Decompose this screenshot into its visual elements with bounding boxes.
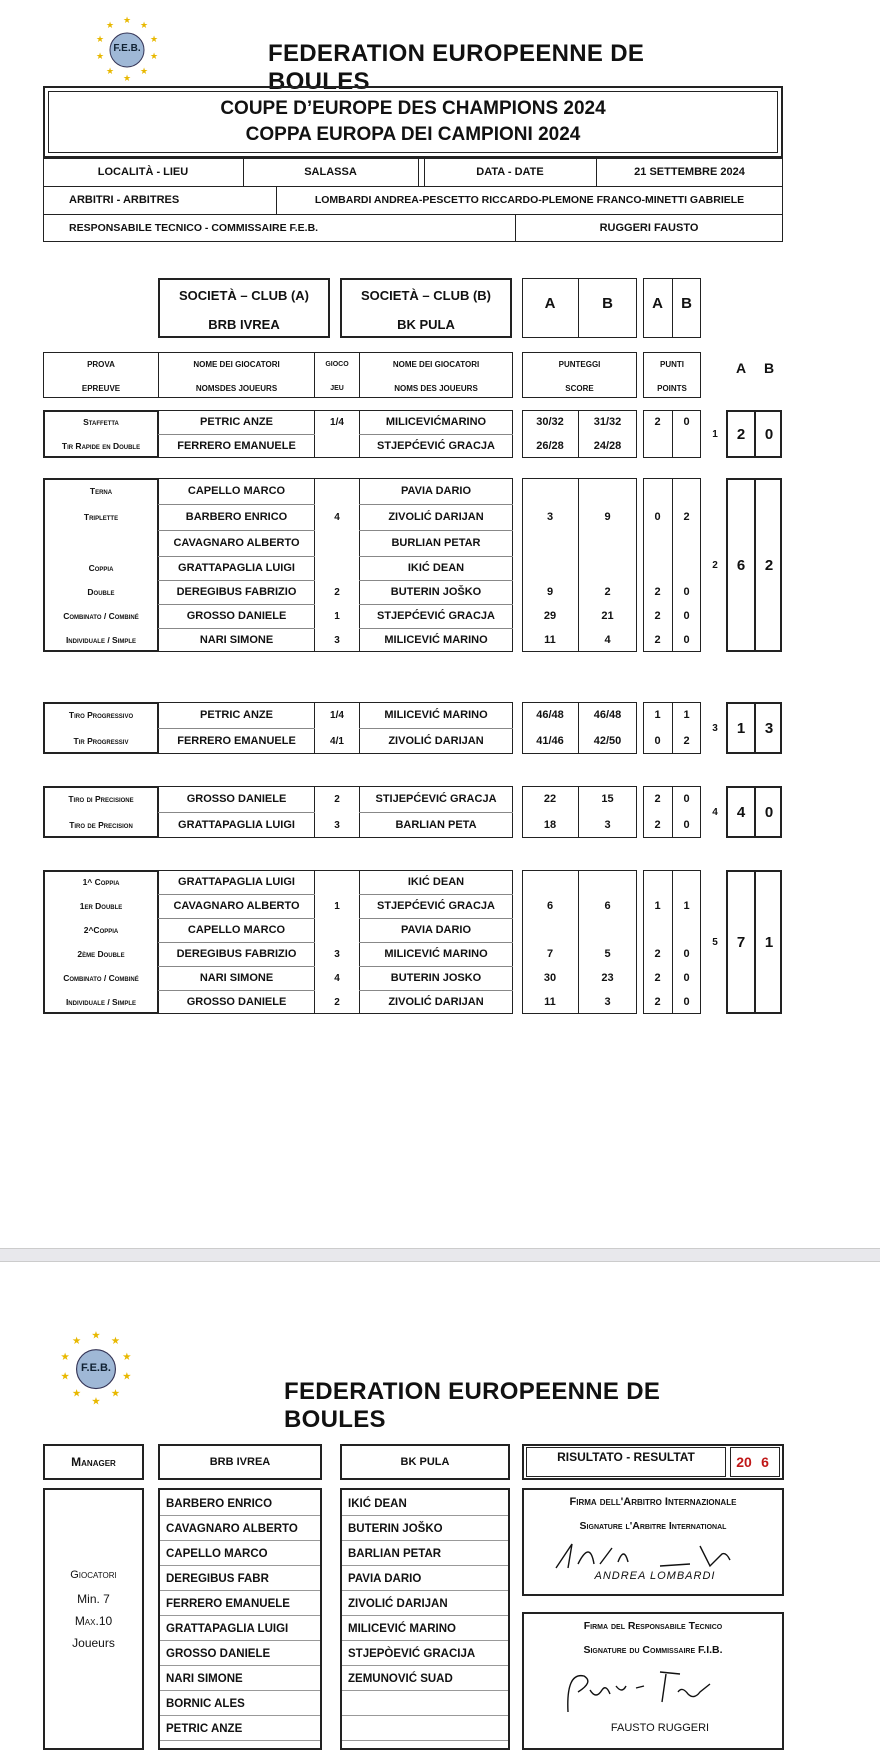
cell-ptb: 0 xyxy=(683,972,690,984)
total-a: 7 xyxy=(736,933,746,951)
svg-text:★: ★ xyxy=(95,51,105,61)
col-gioco: GIOCO xyxy=(325,360,349,368)
cell-sb: 3 xyxy=(604,819,611,831)
cell-gioco: 3 xyxy=(334,948,340,960)
cell-pta: 2 xyxy=(654,793,661,805)
total-a: 6 xyxy=(736,556,746,574)
cell-prova: Individuale / Simple xyxy=(65,997,137,1007)
page-separator xyxy=(0,1248,880,1262)
cell-prova: Triplette xyxy=(83,512,119,522)
cell-pa: GROSSO DANIELE xyxy=(186,610,287,622)
total-head-b: B xyxy=(763,360,775,376)
player-row: NARI SIMONE xyxy=(160,1667,320,1691)
cell-pa: CAPELLO MARCO xyxy=(187,924,286,936)
svg-text:★: ★ xyxy=(122,73,132,83)
cell-sb: 9 xyxy=(604,511,611,523)
cell-ptb xyxy=(672,478,701,504)
players-min: Min. 7 xyxy=(77,1592,110,1606)
tech-value: RUGGERI FAUSTO xyxy=(599,222,699,234)
cell-gioco xyxy=(314,918,360,942)
svg-text:★: ★ xyxy=(149,34,159,44)
cell-pa: PETRIC ANZE xyxy=(200,416,273,428)
cell-pb: STJEPĆEVIĆ GRACJA xyxy=(377,900,495,912)
players-label: Giocatori xyxy=(70,1569,117,1581)
cell-ptb: 0 xyxy=(683,586,690,598)
cell-gioco: 4 xyxy=(334,511,340,523)
cell-pb: ZIVOLIĆ DARIJAN xyxy=(388,511,484,523)
cell-sb: 6 xyxy=(604,900,611,912)
player-row: BARLIAN PETAR xyxy=(342,1542,508,1566)
player-row: BARBERO ENRICO xyxy=(160,1492,320,1516)
cell-sb: 42/50 xyxy=(593,735,622,747)
svg-text:★: ★ xyxy=(149,51,159,61)
svg-text:★: ★ xyxy=(122,1371,132,1383)
title-fr: COUPE D’EUROPE DES CHAMPIONS 2024 xyxy=(220,98,606,119)
cell-prova: 2ème Double xyxy=(77,949,125,959)
player-row: GROSSO DANIELE xyxy=(160,1642,320,1666)
svg-text:★: ★ xyxy=(105,66,115,76)
cell-pb: BUTERIN JOŠKO xyxy=(390,586,482,598)
cell-pa: NARI SIMONE xyxy=(199,972,274,984)
cell-sa: 11 xyxy=(544,996,556,1008)
svg-text:★: ★ xyxy=(122,1352,132,1363)
location-label: LOCALITÀ - LIEU xyxy=(97,166,189,178)
cell-pb: IKIĆ DEAN xyxy=(407,562,465,574)
cell-pta: 2 xyxy=(654,634,661,646)
col-jeu: JEU xyxy=(330,384,344,392)
player-row: ZEMUNOVIĆ SUAD xyxy=(342,1667,508,1691)
logo-text: F.E.B. xyxy=(81,1362,111,1374)
cell-sb xyxy=(578,478,637,504)
cell-pb: PAVIA DARIO xyxy=(400,924,472,936)
cell-sa xyxy=(522,556,578,580)
logo-text: F.E.B. xyxy=(113,43,141,54)
cell-prova: Tir Rapide en Double xyxy=(61,441,141,451)
cell-sa xyxy=(522,918,578,942)
cell-gioco xyxy=(314,530,360,556)
cell-sa xyxy=(522,870,578,894)
sig2-line2: Signature du Commissaire F.I.B. xyxy=(583,1644,723,1656)
cell-gioco: 2 xyxy=(334,996,340,1008)
cell-sa xyxy=(522,478,578,504)
cell-pa: FERRERO EMANUELE xyxy=(177,735,296,747)
section-number: 3 xyxy=(712,722,718,734)
section-number: 4 xyxy=(712,806,718,818)
cell-prova: Individuale / Simple xyxy=(65,635,137,645)
cell-pb: STJEPĆEVIĆ GRACJA xyxy=(377,610,495,622)
cell-sa: 41/46 xyxy=(536,735,564,747)
cell-pb: STJEPĆEVIĆ GRACJA xyxy=(377,440,495,452)
cell-prova: Tiro de Precision xyxy=(69,820,133,830)
club-a-label: SOCIETÀ – CLUB (A) xyxy=(179,287,309,303)
referees-value: LOMBARDI ANDREA-PESCETTO RICCARDO-PLEMONE FRANCO-MINETTI GABRIELE xyxy=(314,194,745,206)
cell-gioco: 4 xyxy=(334,972,340,984)
sig1-line1: Firma dell'Arbitro Internazionale xyxy=(569,1496,737,1508)
points-head-b: B xyxy=(681,294,692,312)
cell-pb: MILICEVIĆ MARINO xyxy=(384,948,488,960)
svg-text:★: ★ xyxy=(71,1336,82,1347)
cell-sb xyxy=(578,556,637,580)
federation-title: FEDERATION EUROPEENNE DE BOULES xyxy=(268,40,645,95)
total-b: 2 xyxy=(764,556,774,574)
players-max: Max.10 xyxy=(74,1614,113,1628)
cell-ptb: 1 xyxy=(683,900,690,912)
cell-prova: Tiro di Precisione xyxy=(68,794,134,804)
cell-sa: 30/32 xyxy=(536,416,564,428)
total-a: 2 xyxy=(736,425,746,443)
result-a: 20 xyxy=(736,1454,752,1470)
total-b: 0 xyxy=(764,425,774,443)
referees-label: ARBITRI - ARBITRES xyxy=(69,194,180,206)
cell-pta: 1 xyxy=(654,900,661,912)
cell-prova: 2^Coppia xyxy=(83,925,119,935)
date-label: DATA - DATE xyxy=(476,166,544,178)
cell-sa: 9 xyxy=(546,586,554,598)
cell-pta: 1 xyxy=(654,709,661,721)
svg-text:★: ★ xyxy=(110,1336,121,1347)
col-nomi-b: NOME DEI GIOCATORI xyxy=(392,359,480,369)
location-value: SALASSA xyxy=(304,166,357,178)
total-a: 4 xyxy=(736,803,746,821)
cell-sb: 46/48 xyxy=(593,709,622,721)
cell-sb: 23 xyxy=(601,972,614,984)
col-prova: PROVA xyxy=(87,359,115,369)
cell-pta xyxy=(643,918,672,942)
cell-pb: MILICEVIĆ MARINO xyxy=(384,634,488,646)
tech-label: RESPONSABILE TECNICO - COMMISSAIRE F.E.B. xyxy=(69,222,319,234)
svg-text:★: ★ xyxy=(91,1330,101,1342)
cell-pb: BARLIAN PETA xyxy=(395,819,477,831)
cell-prova: Tir Progressiv xyxy=(73,736,129,746)
points-head-a: A xyxy=(652,294,663,312)
col-nomi-a: NOME DEI GIOCATORI xyxy=(193,359,280,369)
cell-pta: 2 xyxy=(654,416,661,428)
cell-pa: DEREGIBUS FABRIZIO xyxy=(176,586,297,598)
cell-pb: MILICEVIĆ MARINO xyxy=(384,709,488,721)
cell-pb: STIJEPĆEVIĆ GRACJA xyxy=(375,793,497,805)
cell-pa: NARI SIMONE xyxy=(199,634,274,646)
cell-sb: 21 xyxy=(601,610,614,622)
cell-pb: PAVIA DARIO xyxy=(400,485,472,497)
svg-text:★: ★ xyxy=(122,15,132,25)
svg-text:★: ★ xyxy=(105,20,115,30)
player-row: PETRIC ANZE xyxy=(160,1717,320,1741)
cell-sa: 46/48 xyxy=(536,709,564,721)
cell-pa: DEREGIBUS FABRIZIO xyxy=(176,948,297,960)
sig1-line2: Signature l'Arbitre International xyxy=(579,1520,727,1532)
cell-ptb: 0 xyxy=(683,996,690,1008)
competition-title-box xyxy=(43,86,783,158)
feb-logo-top xyxy=(92,14,162,84)
cell-pta: 2 xyxy=(654,586,661,598)
club-a-name: BRB IVREA xyxy=(208,316,280,332)
cell-pb: BUTERIN JOSKO xyxy=(390,972,482,984)
cell-gioco: 1 xyxy=(334,900,340,912)
score-head-a: A xyxy=(544,294,556,312)
cell-sa: 26/28 xyxy=(536,440,564,452)
cell-pa: BARBERO ENRICO xyxy=(185,511,288,523)
cell-prova: 1er Double xyxy=(79,901,123,911)
total-b: 3 xyxy=(764,719,774,737)
player-row xyxy=(342,1717,508,1741)
section-number: 5 xyxy=(712,936,718,948)
cell-gioco: 1/4 xyxy=(330,416,344,428)
col-punti: PUNTI xyxy=(660,359,684,369)
player-row: PAVIA DARIO xyxy=(342,1567,508,1591)
cell-sb: 24/28 xyxy=(593,440,622,452)
cell-pta: 2 xyxy=(654,948,661,960)
cell-ptb xyxy=(672,530,701,556)
cell-prova: Double xyxy=(87,587,115,597)
cell-gioco: 2 xyxy=(334,586,340,598)
club-b-name: BK PULA xyxy=(397,316,455,332)
cell-pa: FERRERO EMANUELE xyxy=(177,440,296,452)
team-a-name: BRB IVREA xyxy=(209,1456,271,1468)
svg-text:★: ★ xyxy=(139,20,149,30)
cell-ptb xyxy=(672,556,701,580)
player-row: MILICEVIĆ MARINO xyxy=(342,1617,508,1641)
cell-gioco: 2 xyxy=(334,793,340,805)
cell-pa: PETRIC ANZE xyxy=(200,709,273,721)
federation-title-2: FEDERATION EUROPEENNE DE BOULES xyxy=(284,1378,661,1433)
cell-sb xyxy=(578,530,637,556)
col-punteggi: PUNTEGGI xyxy=(558,359,601,369)
svg-text:★: ★ xyxy=(95,34,105,44)
player-row: CAVAGNARO ALBERTO xyxy=(160,1517,320,1541)
cell-pta xyxy=(643,434,672,458)
cell-pta xyxy=(643,478,672,504)
player-row: DEREGIBUS FABR xyxy=(160,1567,320,1591)
svg-text:★: ★ xyxy=(60,1352,70,1363)
cell-prova: Combinato / Combiné xyxy=(63,973,139,983)
cell-ptb xyxy=(672,870,701,894)
manager-label: Manager xyxy=(71,1455,116,1469)
result-label: RISULTATO - RESULTAT xyxy=(557,1450,695,1464)
cell-sb xyxy=(578,918,637,942)
player-row: IKIĆ DEAN xyxy=(342,1492,508,1516)
total-head-a: A xyxy=(735,360,747,376)
cell-pa: GRATTAPAGLIA LUIGI xyxy=(178,819,295,831)
score-head-b: B xyxy=(602,294,613,312)
cell-prova xyxy=(43,530,159,556)
svg-text:★: ★ xyxy=(91,1396,101,1408)
commissioner-signature xyxy=(560,1662,740,1720)
cell-ptb: 2 xyxy=(683,735,690,747)
cell-gioco xyxy=(314,478,360,504)
cell-gioco: 3 xyxy=(334,819,340,831)
cell-prova: Coppia xyxy=(88,563,114,573)
feb-logo-bottom xyxy=(56,1328,132,1408)
title-it: COPPA EUROPA DEI CAMPIONI 2024 xyxy=(245,124,581,145)
cell-sb: 2 xyxy=(604,586,611,598)
player-row: GRATTAPAGLIA LUIGI xyxy=(160,1617,320,1641)
player-row: FERRERO EMANUELE xyxy=(160,1592,320,1616)
player-row: BORNIC ALES xyxy=(160,1692,320,1716)
cell-prova: 1^ Coppia xyxy=(82,877,120,887)
sig2-line1: Firma del Responsabile Tecnico xyxy=(583,1620,723,1632)
cell-pa: CAVAGNARO ALBERTO xyxy=(173,900,300,912)
date-value: 21 SETTEMBRE 2024 xyxy=(634,166,745,178)
col-points: POINTS xyxy=(657,383,687,393)
cell-ptb: 0 xyxy=(683,634,690,646)
cell-gioco xyxy=(314,434,360,458)
cell-sa: 30 xyxy=(543,972,557,984)
cell-sa: 3 xyxy=(546,511,554,523)
cell-pa: GROSSO DANIELE xyxy=(186,793,287,805)
cell-sb: 5 xyxy=(604,948,611,960)
total-b: 0 xyxy=(764,803,774,821)
cell-pta: 0 xyxy=(654,511,661,523)
sig1-name: ANDREA LOMBARDI xyxy=(594,1570,716,1582)
cell-prova: Combinato / Combiné xyxy=(63,611,139,621)
cell-sa: 29 xyxy=(543,610,557,622)
col-epreuve: EPREUVE xyxy=(81,383,121,393)
cell-pta: 2 xyxy=(654,996,661,1008)
cell-gioco xyxy=(314,870,360,894)
cell-gioco: 3 xyxy=(334,634,340,646)
cell-sb: 31/32 xyxy=(593,416,622,428)
sig2-name: FAUSTO RUGGERI xyxy=(610,1722,710,1734)
cell-ptb: 0 xyxy=(683,948,690,960)
svg-text:★: ★ xyxy=(60,1371,70,1383)
cell-prova: Terna xyxy=(89,486,113,496)
cell-sb: 4 xyxy=(604,634,611,646)
cell-pb: ZIVOLIĆ DARIJAN xyxy=(388,996,484,1008)
svg-text:★: ★ xyxy=(71,1388,82,1400)
section-number: 1 xyxy=(712,428,718,440)
svg-text:★: ★ xyxy=(139,66,149,76)
cell-ptb: 0 xyxy=(683,819,690,831)
cell-gioco: 4/1 xyxy=(330,735,344,747)
total-a: 1 xyxy=(736,719,746,737)
col-score: SCORE xyxy=(565,383,594,393)
cell-gioco xyxy=(314,556,360,580)
cell-pb: BURLIAN PETAR xyxy=(391,537,481,549)
cell-sa: 18 xyxy=(543,819,557,831)
col-nomi-a-fr: NOMSDES JOUEURS xyxy=(195,383,278,393)
cell-gioco: 1 xyxy=(334,610,340,622)
cell-ptb: 0 xyxy=(683,793,690,805)
cell-pa: CAPELLO MARCO xyxy=(187,485,286,497)
cell-pb: IKIĆ DEAN xyxy=(407,876,465,888)
section-number: 2 xyxy=(712,559,718,571)
cell-sa: 7 xyxy=(546,948,554,960)
cell-sa xyxy=(522,530,578,556)
player-row: CAPELLO MARCO xyxy=(160,1542,320,1566)
cell-sa: 6 xyxy=(546,900,554,912)
cell-ptb xyxy=(672,918,701,942)
cell-pta: 2 xyxy=(654,819,661,831)
col-nomi-b-fr: NOMS DES JOUEURS xyxy=(394,383,478,393)
player-row: ZIVOLIĆ DARIJAN xyxy=(342,1592,508,1616)
cell-sb: 3 xyxy=(604,996,611,1008)
cell-pa: GRATTAPAGLIA LUIGI xyxy=(178,562,295,574)
cell-gioco: 1/4 xyxy=(330,709,344,721)
club-b-label: SOCIETÀ – CLUB (B) xyxy=(361,287,491,303)
cell-pb: MILICEVIĆMARINO xyxy=(385,416,487,428)
cell-pta: 0 xyxy=(654,735,661,747)
cell-pta: 2 xyxy=(654,610,661,622)
cell-ptb xyxy=(672,434,701,458)
cell-ptb: 2 xyxy=(683,511,690,523)
player-row xyxy=(342,1692,508,1716)
cell-prova: Tiro Progressivo xyxy=(68,710,134,720)
players-fr: Joueurs xyxy=(72,1636,115,1650)
cell-sb: 15 xyxy=(601,793,614,805)
cell-pta xyxy=(643,530,672,556)
cell-sa: 11 xyxy=(544,634,556,646)
cell-pa: GROSSO DANIELE xyxy=(186,996,287,1008)
cell-pa: CAVAGNARO ALBERTO xyxy=(173,537,300,549)
result-b: 6 xyxy=(761,1454,769,1470)
cell-pa: GRATTAPAGLIA LUIGI xyxy=(178,876,295,888)
cell-pb: ZIVOLIĆ DARIJAN xyxy=(388,735,484,747)
cell-prova: Staffetta xyxy=(83,417,119,427)
player-row: STJEPÒEVIĆ GRACIJA xyxy=(342,1642,508,1666)
cell-sb xyxy=(578,870,637,894)
cell-ptb: 0 xyxy=(683,416,690,428)
svg-text:★: ★ xyxy=(110,1388,121,1400)
cell-sa: 22 xyxy=(543,793,557,805)
total-b: 1 xyxy=(764,933,774,951)
cell-ptb: 1 xyxy=(683,709,690,721)
cell-ptb: 0 xyxy=(683,610,690,622)
cell-pta xyxy=(643,556,672,580)
player-row: BUTERIN JOŠKO xyxy=(342,1517,508,1541)
cell-pta xyxy=(643,870,672,894)
team-b-name: BK PULA xyxy=(400,1456,450,1468)
cell-pta: 2 xyxy=(654,972,661,984)
